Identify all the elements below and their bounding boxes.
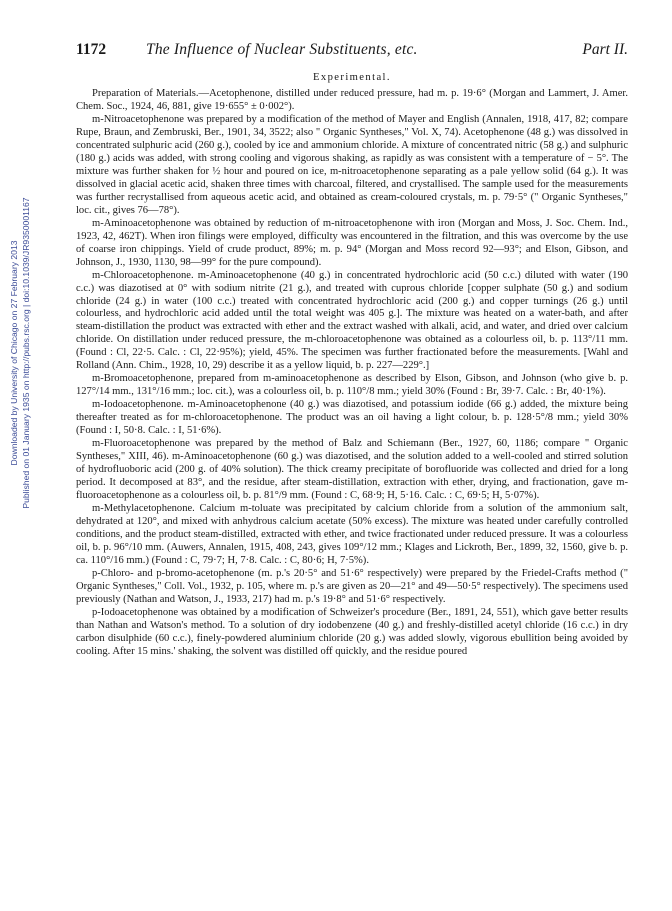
paragraph-p-iodoacetophenone: p-Iodoacetophenone was obtained by a modification of Schweizer's procedure (Ber., 1891, 24, 551), which gave better results than Nathan and Watson's method. To a solution of dry iodobenzene (40 g.) and freshly-distilled acetyl chloride (16 c.c.) in dry carbon disulphide (60 c.c.), finely-powdered aluminium chloride (20 g.) was added slowly, vigorous ebullition being avoided by cooling. After 15 mins.' shaking, the solvent was distilled off quickly, and the residue poured (76, 606, 628, 657)
paragraph-preparation: Preparation of Materials.—Acetophenone, distilled under reduced pressure, had m. p. 19·6° (Morgan and Lammert, J. Amer. Chem. Soc., 1924, 46, 881, give 19·655° ± 0·002°). (76, 88, 628, 112)
article-body (76, 88, 628, 904)
running-header (76, 41, 628, 63)
paragraph-m-methylacetophenone: m-Methylacetophenone. Calcium m-toluate was precipitated by calcium chloride from a solution of the ammonium salt, dehydrated at 120°, and mixed with anhydrous calcium acetate (50% excess). The mixture was heated under carefully controlled conditions, and the product steam-distilled, extracted with ether, and twice fractionated under reduced pressure. It was a colourless oil, b. p. 96°/10 mm. (Auwers, Annalen, 1915, 408, 243, gives 109°/12 mm.; Klages and Lickroth, Ber., 1899, 32, 1560, give b. p. ca. 110°/16 mm.) (Found : C, 79·7; H, 7·8. Calc. : C, 80·6; H, 7·5%). (76, 503, 628, 566)
paragraph-m-bromoacetophenone: m-Bromoacetophenone, prepared from m-aminoacetophenone as described by Elson, Gibson, and Johnson (who give b. p. 127°/14 mm., 131°/16 mm.; loc. cit.), was a colourless oil, b. p. 110°/8 mm.; yield 30% (Found : Br, 39·7. Calc. : Br, 40·1%). (76, 373, 628, 398)
page-number: 1172 (76, 41, 107, 58)
download-watermark (7, 118, 35, 588)
paragraph-m-chloroacetophenone: m-Chloroacetophenone. m-Aminoacetophenone (40 g.) in concentrated hydrochloric acid (50 c.c.) diluted with water (190 c.c.) was diazotised at 0° with sodium nitrite (21 g.), and treated with cuprous chloride [copper sulphate (50 g.) and sodium chloride (24 g.) in water (100 c.c.) treated with concentrated hydrochloric acid (200 g.) and copper turnings (26 g.) until colourless, and hydrochloric acid added until the total weight was 405 g.]. The mixture was heated on a water-bath, and after steam-distillation the product was extracted with ether and the extract washed with alkali, acid, and water, and dried over calcium chloride. On distillation under reduced pressure, the m-chloroacetophenone was obtained as a colourless oil, b. p. 113°/11 mm. (Found : Cl, 22·5. Calc. : Cl, 22·95%); yield, 45%. The specimen was further fractionated before the measurements. [Wahl and Rolland (Ann. Chim., 1928, 10, 29) describe it as a yellow liquid, b. p. 227—229°.] (76, 269, 628, 372)
downloaded-notice: Downloaded by University of Chicago on 27 February 2013 (9, 240, 19, 466)
paragraph-m-nitroacetophenone: m-Nitroacetophenone was prepared by a modification of the method of Mayer and English (Annalen, 1918, 417, 82; compare Rupe, Braun, and Zembruski, Ber., 1901, 34, 3522; also " Organic Syntheses," Vol. X, 74). Acetophenone (48 g.) was dissolved in concentrated sulphuric acid (260 g.), cooled by ice and ammonium chloride. A mixture of concentrated nitric (58 g.) and sulphuric (180 g.) acids was added, with strong cooling and vigorous shaking, as rapidly as was consistent with a temperature of − 5°. The mixture was further shaken for ½ hour and poured on ice, m-nitroacetophenone separating as a pale yellow solid (64 g.). It was dissolved in glacial acetic acid, shaken three times with charcoal, filtered, and crystallised. The sample used for the measurements was further recrystallised from aqueous acetic acid, and obtained as cream-coloured crystals, m. p. 79·5° (" Organic Syntheses," loc. cit., gives 76—78°). (76, 113, 628, 216)
paragraph-p-chloro-bromo: p-Chloro- and p-bromo-acetophenone (m. p.'s 20·5° and 51·6° respectively) were prepared by the Friedel-Crafts method (" Organic Syntheses," Coll. Vol., 1932, p. 105, where m. p.'s are given as 20—21° and 49—50·5° respectively). The specimens used previously (Nathan and Watson, J., 1933, 217) had m. p.'s 19·8° and 51·6° respectively. (76, 567, 628, 605)
section-title: Experimental. (313, 72, 391, 83)
running-title: The Influence of Nuclear Substituents, etc. (146, 41, 418, 58)
published-notice: Published on 01 January 1935 on http://pubs.rsc.org | doi:10.1039/JR9350001167 (21, 197, 31, 509)
paragraph-m-fluoroacetophenone: m-Fluoroacetophenone was prepared by the method of Balz and Schiemann (Ber., 1927, 60, 1186; compare " Organic Syntheses," XIII, 46). m-Aminoacetophenone (60 g.) was diazotised, and the solution added to a well-cooled and stirred solution of hydrofluoboric acid (200 g. of 40% solution). The thick creamy precipitate of borofluoride was collected and dried for a long period. It decomposed at 83°, and the residue, after steam-distillation, extraction with ether, drying, and fractionation, gave m-fluoroacetophenone as a colourless oil, b. p. 81°/9 mm. (Found : C, 68·9; H, 5·16. Calc. : C, 69·5; H, 5·07%). (76, 438, 628, 502)
paragraph-m-iodoacetophenone: m-Iodoacetophenone. m-Aminoacetophenone (40 g.) was diazotised, and potassium iodide (66 g.) added, the mixture being thereafter treated as for m-chloroacetophenone. The product was an oil having a light colour, b. p. 128·5°/8 mm.; yield 30% (Found : I, 50·8. Calc. : I, 51·6%). (76, 399, 628, 437)
part-label: Part II. (582, 41, 628, 58)
paragraph-m-aminoacetophenone: m-Aminoacetophenone was obtained by reduction of m-nitroacetophenone with iron (Morgan and Moss, J. Soc. Chem. Ind., 1923, 42, 462T). When iron filings were employed, difficulty was encountered in the filtration, and this was overcome by the use of coarse iron chippings. Yield of crude product, 89%; m. p. 94° (Morgan and Moss record 92—93°; and Elson, Gibson, and Johnson, J., 1930, 1130, 98—99° for the pure compound). (76, 217, 628, 268)
